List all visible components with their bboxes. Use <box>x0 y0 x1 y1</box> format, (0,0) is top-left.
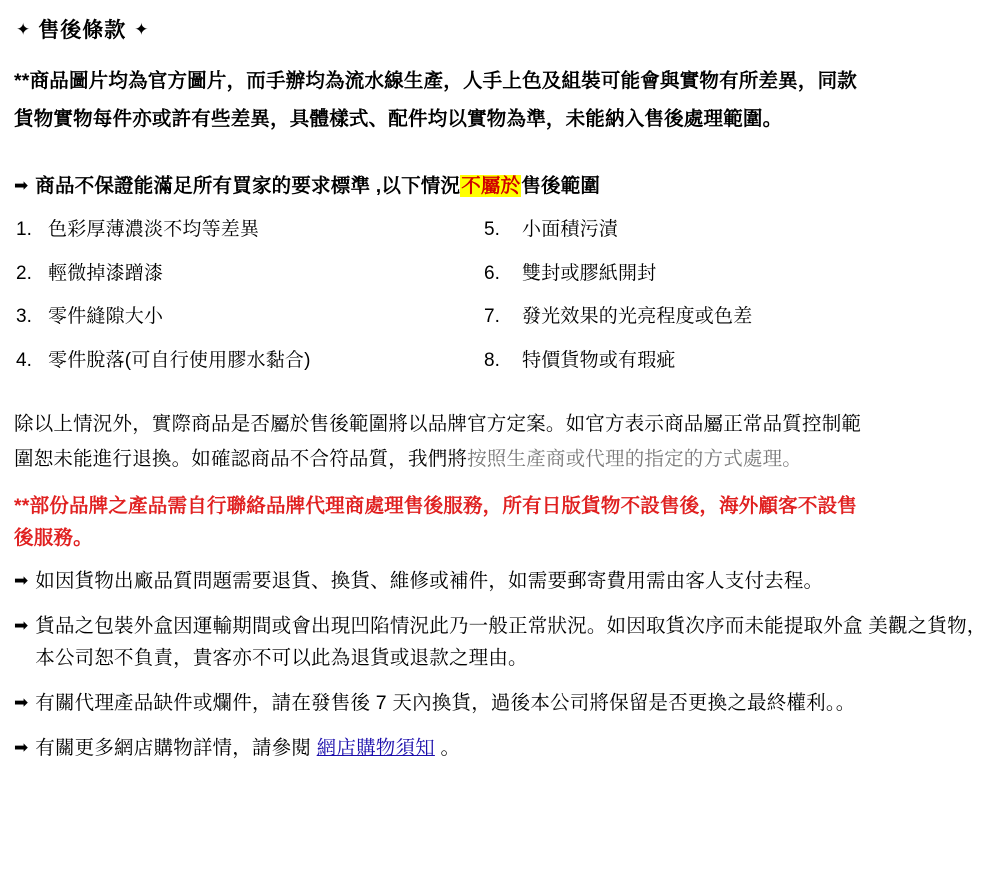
arrow-right-icon: ➡ <box>14 737 29 757</box>
not-covered-heading <box>14 171 988 202</box>
list-item-number: 7. <box>484 306 500 328</box>
spacer <box>14 723 988 733</box>
star-left-icon: ✦ <box>16 19 31 39</box>
list-item-number: 8. <box>484 349 500 371</box>
shopping-guide-link[interactable]: 網店購物須知 <box>316 736 435 759</box>
list-item-label: 色彩厚薄濃淡不均等差異 <box>48 219 260 241</box>
bullet-box-condition <box>14 611 988 673</box>
not-covered-heading-body <box>35 171 988 202</box>
spacer <box>14 678 988 688</box>
not-covered-heading-before: 商品不保證能滿足所有買家的要求標準 ,以下情況 <box>35 175 461 198</box>
arrow-right-icon: ➡ <box>14 692 29 712</box>
arrow-right-icon: ➡ <box>14 571 29 591</box>
bullet-box-condition-body <box>35 611 988 673</box>
spacer <box>14 390 988 408</box>
bullet-more-info-body <box>35 733 988 764</box>
list-item-label: 零件脫落(可自行使用膠水黏合) <box>48 349 311 371</box>
bullet-box-condition-line-2: 美觀之貨物，本公司恕不負責，貴客亦不可以此為退貨或退款之理由。 <box>35 615 987 669</box>
list-item-number: 1. <box>16 219 32 241</box>
list-item-label: 雙封或膠紙開封 <box>522 262 657 284</box>
list-item-number: 5. <box>484 219 500 241</box>
spacer <box>14 601 988 611</box>
list-item-label: 零件縫隙大小 <box>48 306 164 328</box>
not-covered-list <box>14 216 988 390</box>
list-item <box>482 216 942 245</box>
list-item-label: 輕微掉漆蹭漆 <box>48 262 164 284</box>
policy-line-2 <box>14 443 988 475</box>
policy-line-1: 除以上情況外，實際商品是否屬於售後範圍將以品牌官方定案。如官方表示商品屬正常品質控制範 <box>14 413 862 436</box>
policy-line-2-gray: 按照生產商或代理的指定的方式處理。 <box>467 447 803 470</box>
bullet-box-condition-line-1: 貨品之包裝外盒因運輸期間或會出現凹陷情況此乃一般正常狀況。如因取貨次序而未能提取外盒 <box>35 615 863 638</box>
not-covered-list-left <box>14 216 474 390</box>
list-item <box>14 303 474 332</box>
not-covered-list-right <box>474 216 942 390</box>
list-item-label: 特價貨物或有瑕疵 <box>522 349 676 371</box>
list-item <box>482 303 942 332</box>
not-covered-heading-after: 售後範圍 <box>521 175 601 198</box>
policy-line-2-part1: 圍恕未能進行退換。如確認商品不合符品質，我們將 <box>14 447 468 470</box>
arrow-right-icon: ➡ <box>14 616 29 636</box>
list-item <box>14 216 474 245</box>
list-item-label: 發光效果的光亮程度或色差 <box>522 306 753 328</box>
bullet-shipping-fee <box>14 566 988 597</box>
bullet-missing-parts-text: 有關代理產品缺件或爛件，請在發售後 7 天內換貨，過後本公司將保留是否更換之最終權利。。 <box>35 691 856 714</box>
list-item-label: 小面積污漬 <box>522 219 619 241</box>
page-title-text: 售後條款 <box>38 19 127 42</box>
intro-line-2: 貨物實物每件亦或許有些差異，具體樣式、配件均以實物為準，未能納入售後處理範圍。 <box>14 107 783 130</box>
list-item <box>482 260 942 289</box>
star-right-icon: ✦ <box>134 19 149 39</box>
red-notice-line-1: **部份品牌之產品需自行聯絡品牌代理商處理售後服務，所有日版貨物不設售後，海外顧客不設售 <box>14 495 857 518</box>
bullet-more-info-before: 有關更多網店購物詳情，請參閱 <box>35 736 317 759</box>
list-item <box>482 347 942 376</box>
arrow-right-icon: ➡ <box>14 176 29 196</box>
page-title <box>16 14 988 44</box>
spacer <box>14 477 988 487</box>
bullet-more-info-after: 。 <box>434 736 461 759</box>
red-notice-line-2: 後服務。 <box>14 526 93 549</box>
list-item-number: 6. <box>484 262 500 284</box>
list-item-number: 4. <box>16 349 32 371</box>
list-item-number: 2. <box>16 262 32 284</box>
spacer <box>14 141 988 171</box>
red-notice <box>14 491 988 554</box>
list-item-number: 3. <box>16 306 32 328</box>
list-item <box>14 260 474 289</box>
intro-line-1: **商品圖片均為官方圖片，而手辦均為流水線生產，人手上色及組裝可能會與實物有所差異，同款 <box>14 70 857 92</box>
not-covered-highlight: 不屬於 <box>461 175 521 198</box>
bullet-more-info <box>14 733 988 764</box>
bullet-shipping-fee-text: 如因貨物出廠品質問題需要退貨、換貨、維修或補件，如需要郵寄費用需由客人支付去程。 <box>35 570 824 593</box>
bullet-missing-parts <box>14 688 988 719</box>
list-item <box>14 347 474 376</box>
